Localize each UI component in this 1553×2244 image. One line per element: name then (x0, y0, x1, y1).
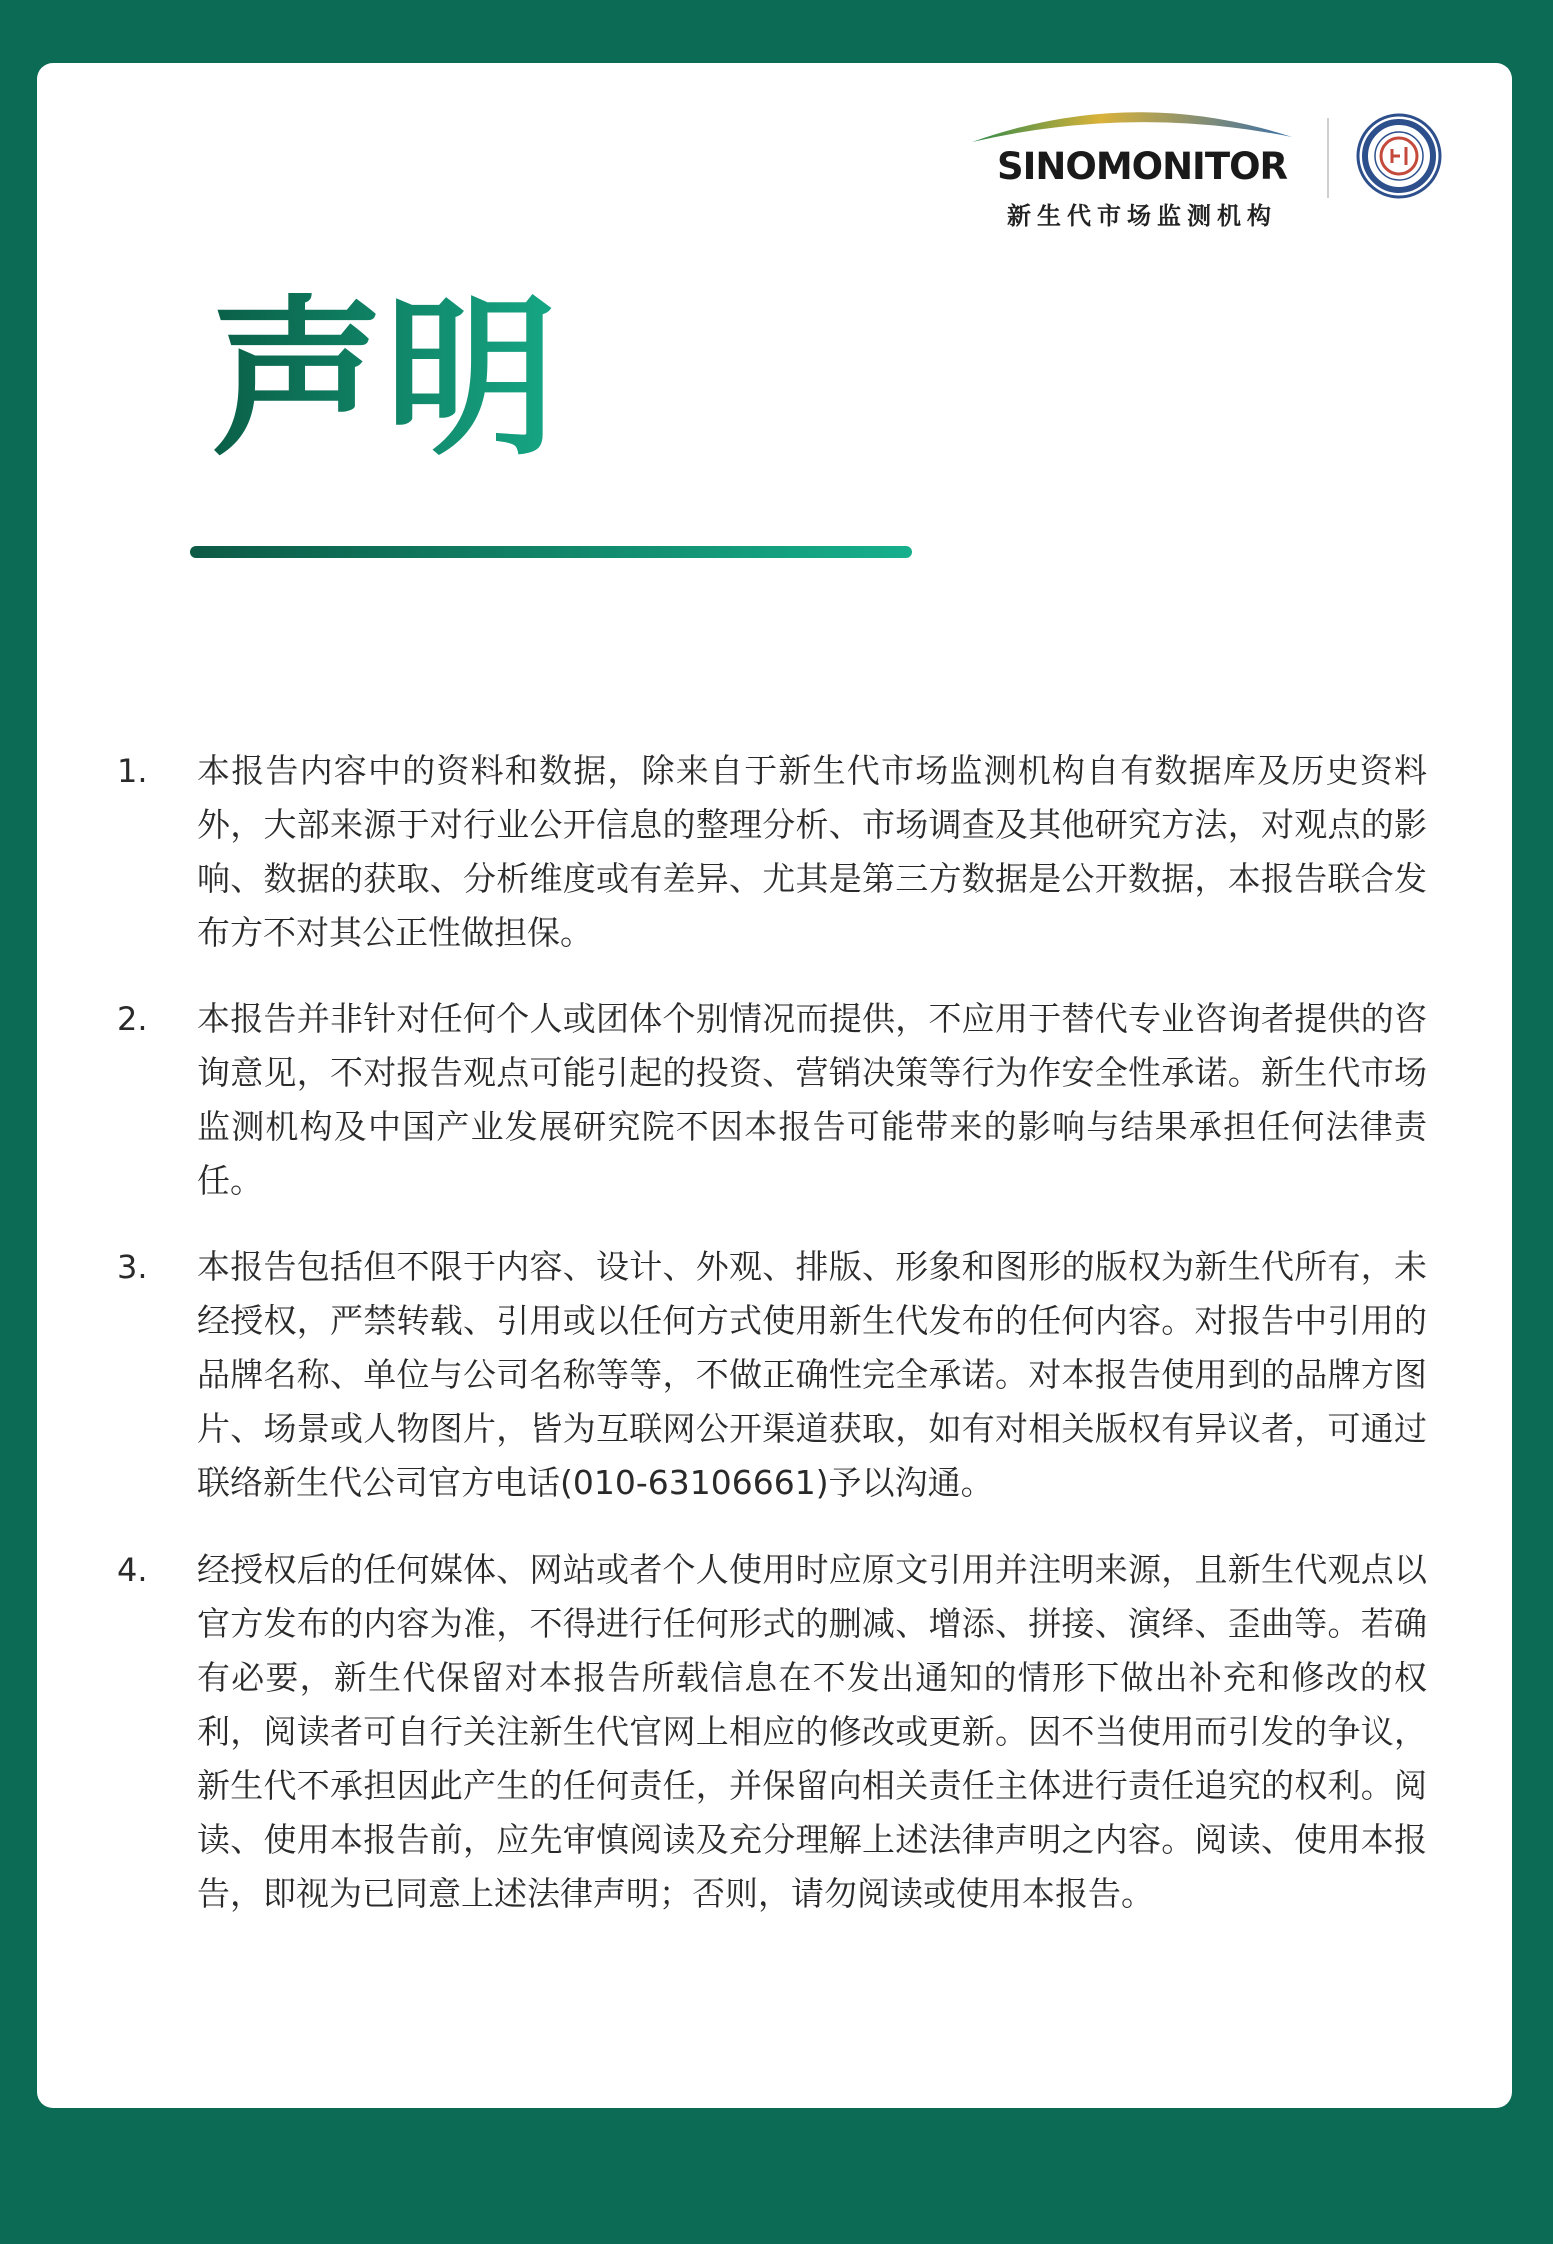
brand-name: SINOMONITOR (996, 145, 1288, 188)
page-title: 声明 (211, 278, 559, 479)
statement-list (37, 63, 1512, 2108)
statement-text: 经授权后的任何媒体、网站或者个人使用时应原文引用并注明来源，且新生代观点以官方发布的内容为准，不得进行任何形式的删减、增添、拼接、演绎、歪曲等。若确有必要，新生代保留对本报告所载信息在不发出通知的情形下做出补充和修改的权利，阅读者可自行关注新生代官网上相应的修改或更新。因不当使用而引发的争议，新生代不承担因此产生的任何责任，并保留向相关责任主体进行责任追究的权利。阅读、使用本报告前，应先审慎阅读及充分理解上述法律声明之内容。阅读、使用本报告，即视为已同意上述法律声明；否则，请勿阅读或使用本报告。 (197, 1550, 1427, 1913)
brand-subtitle: 新生代市场监测机构 (1007, 202, 1277, 230)
statement-text: 本报告包括但不限于内容、设计、外观、排版、形象和图形的版权为新生代所有，未经授权，严禁转载、引用或以任何方式使用新生代发布的任何内容。对报告中引用的品牌名称、单位与公司名称等等，不做正确性完全承诺。对本报告使用到的品牌方图片、场景或人物图片，皆为互联网公开渠道获取，如有对相关版权有异议者，可通过联络新生代公司官方电话(010-63106661)予以沟通。 (197, 1247, 1427, 1502)
statement-number: 4. (117, 1551, 148, 1589)
statement-number: 2. (117, 1000, 148, 1038)
statement-text: 本报告并非针对任何个人或团体个别情况而提供，不应用于替代专业咨询者提供的咨询意见，不对报告观点可能引起的投资、营销决策等行为作安全性承诺。新生代市场监测机构及中国产业发展研究院不因本报告可能带来的影响与结果承担任何法律责任。 (197, 999, 1427, 1200)
statement-card (37, 63, 1512, 2108)
statement-number: 3. (117, 1248, 148, 1286)
statement-text: 本报告内容中的资料和数据，除来自于新生代市场监测机构自有数据库及历史资料外，大部来源于对行业公开信息的整理分析、市场调查及其他研究方法，对观点的影响、数据的获取、分析维度或有差异、尤其是第三方数据是公开数据，本报告联合发布方不对其公正性做担保。 (197, 751, 1427, 952)
statement-number: 1. (117, 752, 148, 790)
